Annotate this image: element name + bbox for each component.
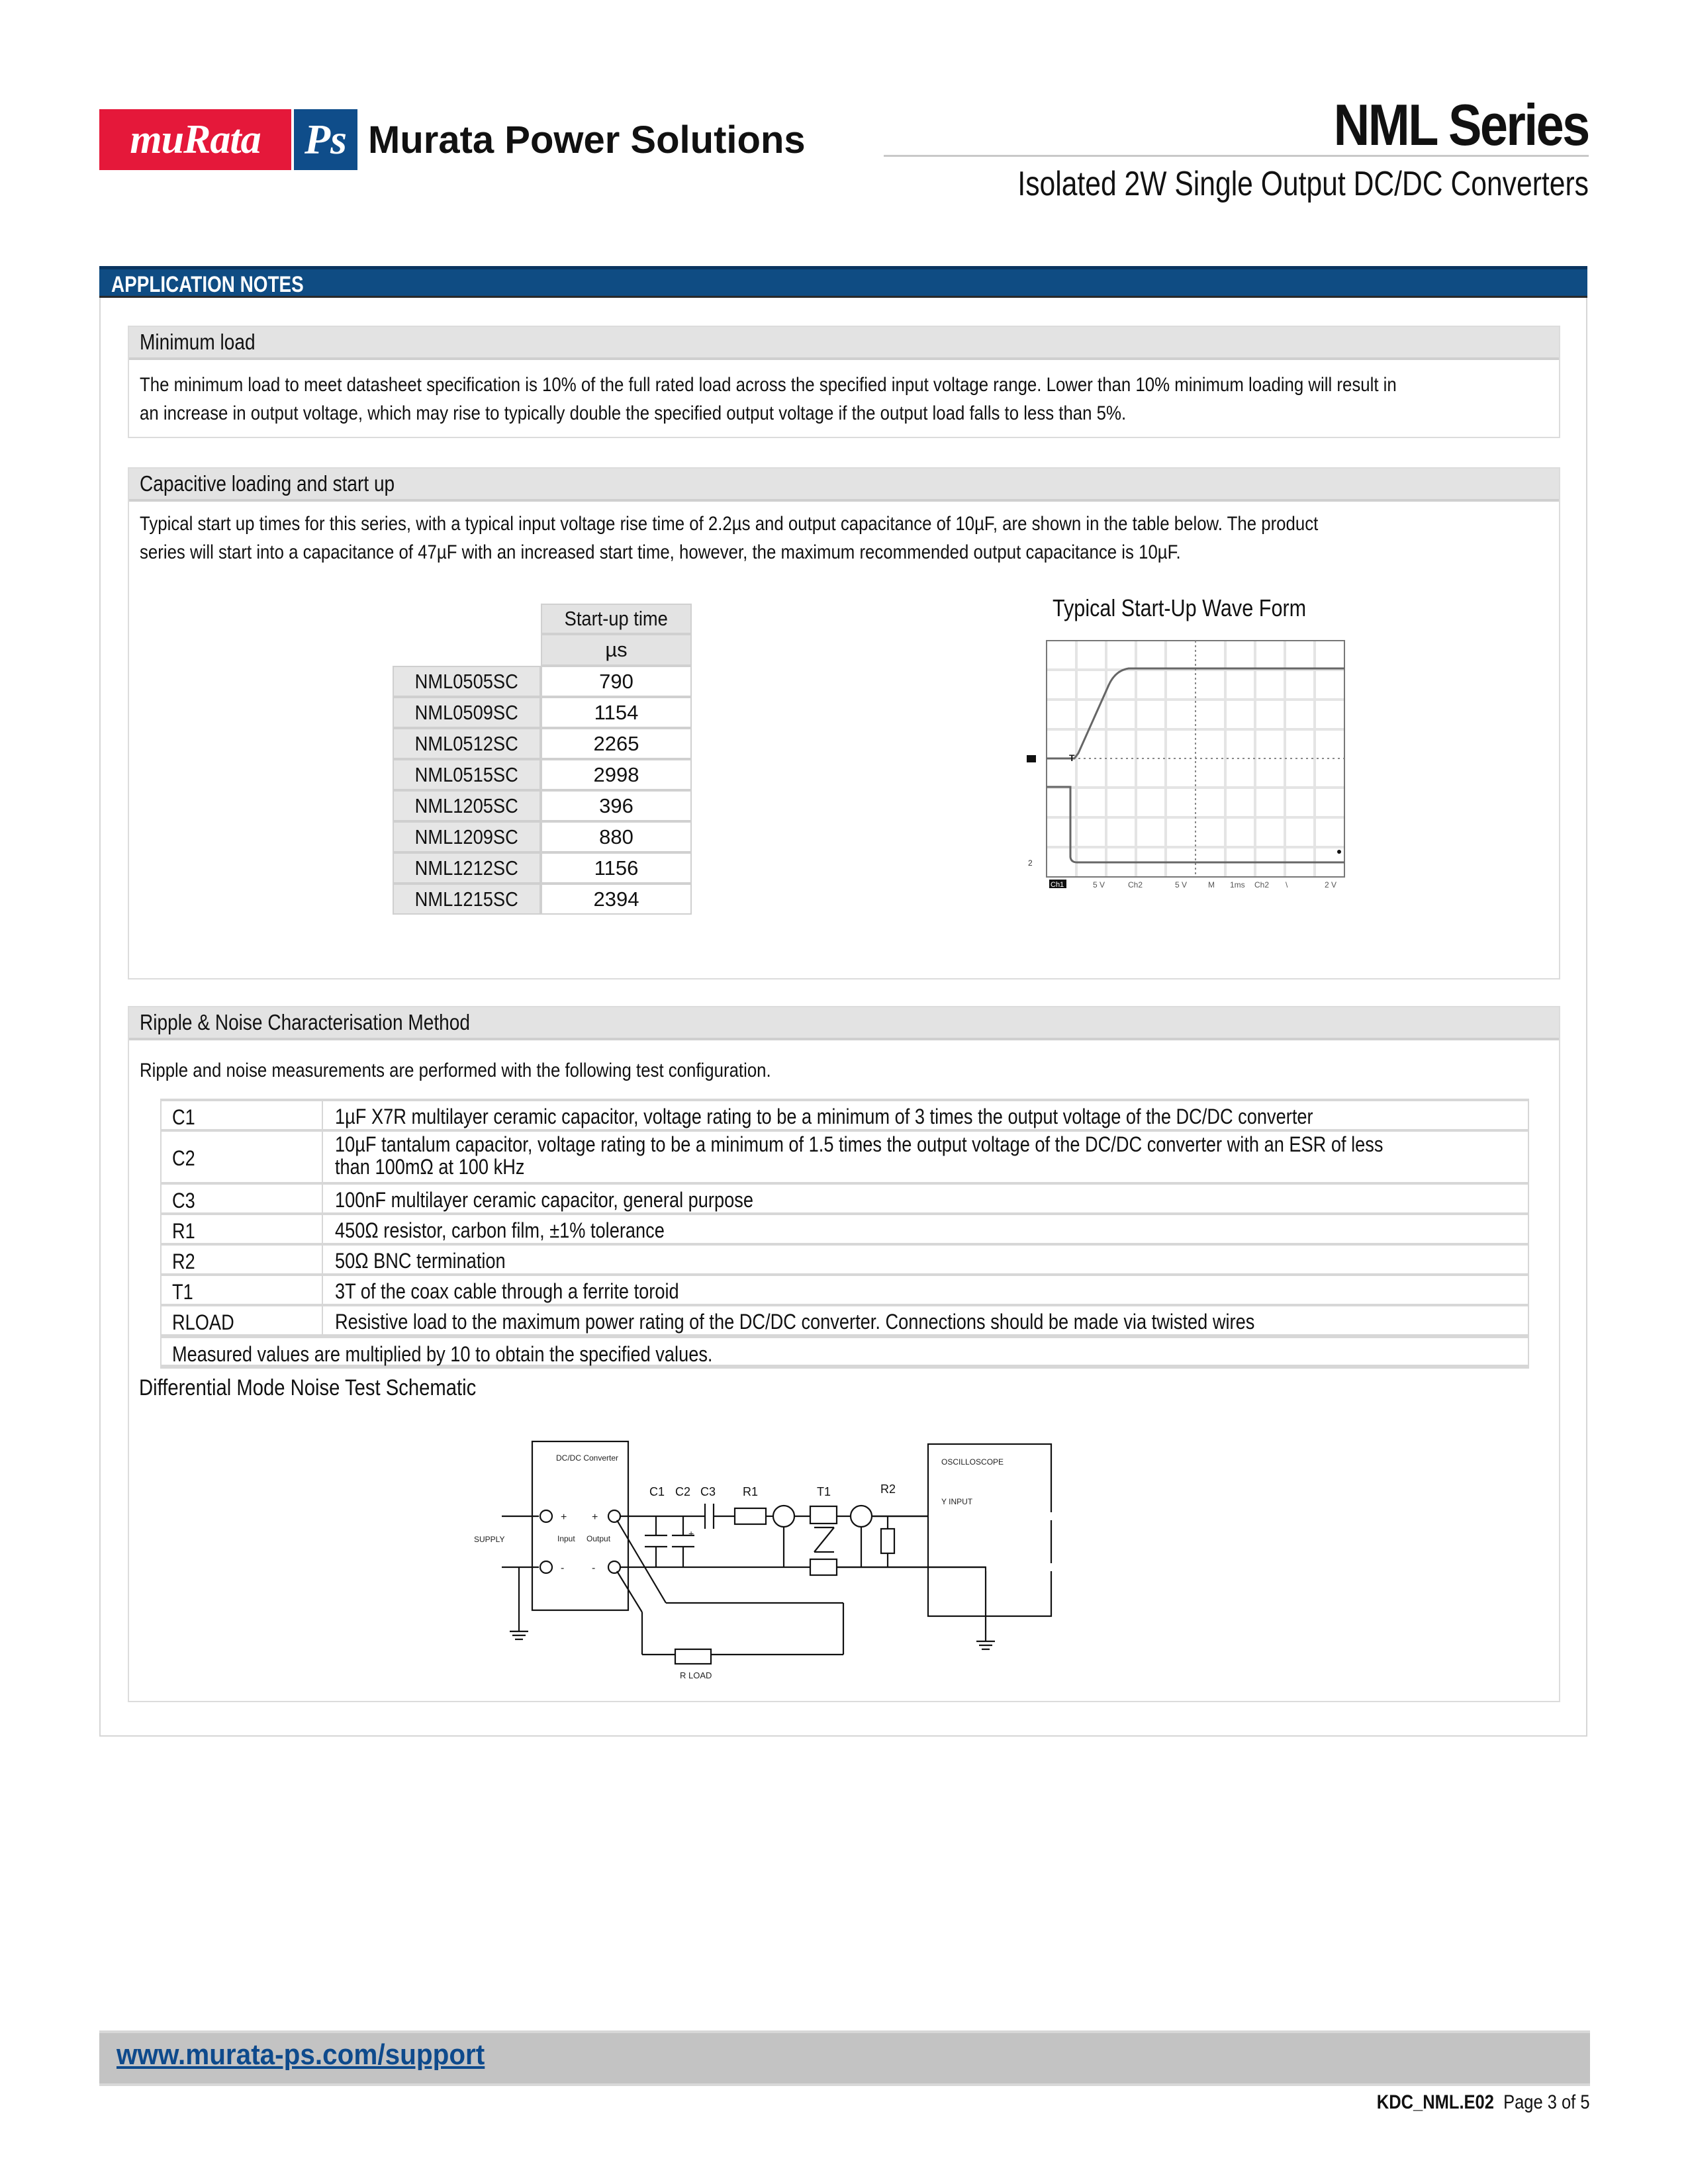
component-row <box>160 1304 1529 1336</box>
section-title: APPLICATION NOTES <box>111 272 304 297</box>
component-row <box>160 1243 1529 1275</box>
svg-text:2 V: 2 V <box>1325 880 1337 889</box>
document-subtitle: Isolated 2W Single Output DC/DC Converters <box>1017 165 1589 203</box>
ch1-marker <box>1027 755 1036 762</box>
table-row-value: 2998 <box>541 759 692 790</box>
svg-text:-: - <box>561 1563 565 1574</box>
table-row-model: NML1209SC <box>393 821 541 852</box>
component-ref: R2 <box>172 1250 195 1273</box>
table-row-model: NML0509SC <box>393 697 541 728</box>
page-number: Page 3 of 5 <box>1503 2091 1590 2113</box>
table-row-value: 1154 <box>541 697 692 728</box>
component-ref: R1 <box>172 1219 195 1243</box>
svg-text:M: M <box>1208 880 1215 889</box>
section-title-bar <box>99 266 1587 298</box>
svg-text:R LOAD: R LOAD <box>680 1670 712 1680</box>
component-ref: C2 <box>172 1146 195 1170</box>
table-row-model: NML0505SC <box>393 666 541 697</box>
svg-text:T: T <box>1069 752 1075 763</box>
table-row-value: 2265 <box>541 728 692 759</box>
startup-waveform-chart <box>1023 635 1354 893</box>
minimum-load-panel <box>128 326 1560 438</box>
document-code: KDC_NML.E02 <box>1377 2091 1495 2113</box>
minimum-load-text-line: The minimum load to meet datasheet specification is 10% of the full rated load across the specified input voltage range. Lower than 10% minimum loading will result in <box>140 374 1397 396</box>
svg-text:Ch1: Ch1 <box>1051 881 1064 889</box>
svg-text:T1: T1 <box>817 1485 831 1498</box>
component-ref: RLOAD <box>172 1310 234 1334</box>
minimum-load-heading: Minimum load <box>140 330 256 354</box>
svg-text:C3: C3 <box>700 1485 716 1498</box>
svg-text:Input: Input <box>557 1534 575 1543</box>
component-desc: 50Ω BNC termination <box>335 1249 506 1273</box>
table-row-model: NML0512SC <box>393 728 541 759</box>
minimum-load-text-line: an increase in output voltage, which may rise to typically double the specified output voltage if the output load falls to less than 5%. <box>140 402 1127 424</box>
capacitive-loading-heading: Capacitive loading and start up <box>140 471 395 496</box>
power-solutions-logo: Ps <box>294 109 357 170</box>
footnote-row <box>160 1336 1529 1369</box>
table-header-startup-time: Start-up time <box>541 604 692 634</box>
component-row <box>160 1129 1529 1183</box>
table-row-value: 790 <box>541 666 692 697</box>
svg-text:DC/DC Converter: DC/DC Converter <box>556 1453 619 1463</box>
panel-header <box>129 1007 1559 1040</box>
component-row <box>160 1099 1529 1130</box>
component-ref: C1 <box>172 1105 195 1129</box>
svg-text:C1: C1 <box>649 1485 665 1498</box>
support-link[interactable]: www.murata-ps.com/support <box>117 2038 485 2071</box>
component-row <box>160 1182 1529 1214</box>
table-row-value: 2394 <box>541 884 692 915</box>
svg-text:\: \ <box>1286 880 1288 889</box>
capacitive-loading-text-line: Typical start up times for this series, with a typical input voltage rise time of 2.2µs and output capacitance of 10µF, are shown in the table below. The product <box>140 513 1319 535</box>
measurement-footnote: Measured values are multiplied by 10 to obtain the specified values. <box>172 1342 713 1366</box>
table-row-model: NML0515SC <box>393 759 541 790</box>
panel-header <box>129 327 1559 360</box>
component-row <box>160 1273 1529 1305</box>
table-row-value: 1156 <box>541 852 692 884</box>
svg-text:-: - <box>592 1563 596 1574</box>
component-desc: than 100mΩ at 100 kHz <box>335 1155 525 1179</box>
ripple-noise-intro: Ripple and noise measurements are performed with the following test configuration. <box>140 1060 771 1081</box>
murata-logo: muRata <box>99 109 291 170</box>
svg-text:Y INPUT: Y INPUT <box>941 1497 973 1506</box>
component-row <box>160 1212 1529 1244</box>
noise-test-schematic <box>457 1430 1145 1701</box>
oscilloscope-box <box>928 1444 1051 1616</box>
svg-text:Ch2: Ch2 <box>1128 880 1143 889</box>
component-ref: T1 <box>172 1280 193 1304</box>
svg-text:OSCILLOSCOPE: OSCILLOSCOPE <box>941 1457 1004 1467</box>
svg-text:Output: Output <box>586 1534 611 1543</box>
svg-text:5 V: 5 V <box>1093 880 1105 889</box>
component-desc: 3T of the coax cable through a ferrite toroid <box>335 1279 679 1303</box>
component-desc: 1µF X7R multilayer ceramic capacitor, voltage rating to be a minimum of 3 times the output voltage of the DC/DC converter <box>335 1105 1313 1128</box>
component-ref: C3 <box>172 1189 195 1212</box>
schematic-title: Differential Mode Noise Test Schematic <box>139 1375 477 1400</box>
brand-name: Murata Power Solutions <box>368 118 806 161</box>
svg-text:1ms: 1ms <box>1230 880 1245 889</box>
table-row-value: 396 <box>541 790 692 821</box>
component-desc: 450Ω resistor, carbon film, ±1% tolerance <box>335 1218 665 1242</box>
svg-text:C2: C2 <box>675 1485 691 1498</box>
ripple-noise-heading: Ripple & Noise Characterisation Method <box>140 1010 470 1034</box>
svg-text:5 V: 5 V <box>1175 880 1188 889</box>
page-info <box>1377 2091 1590 2114</box>
svg-text:SUPPLY: SUPPLY <box>474 1535 505 1544</box>
table-row-model: NML1205SC <box>393 790 541 821</box>
svg-text:R2: R2 <box>880 1482 896 1496</box>
svg-text:+: + <box>592 1512 598 1523</box>
svg-text:Ch2: Ch2 <box>1254 880 1270 889</box>
table-row-value: 880 <box>541 821 692 852</box>
waveform-title: Typical Start-Up Wave Form <box>1053 594 1307 621</box>
panel-header <box>129 469 1559 502</box>
dc-dc-converter-box <box>532 1441 628 1610</box>
svg-text:+: + <box>688 1528 694 1539</box>
capacitive-loading-text-line: series will start into a capacitance of 47µF with an increased start time, however, the maximum recommended output capacitance is 10µF. <box>140 541 1181 563</box>
output-voltage-trace <box>1047 668 1344 758</box>
component-desc: 10µF tantalum capacitor, voltage rating to be a minimum of 1.5 times the output voltage of the DC/DC converter with an ESR of less <box>335 1132 1383 1156</box>
svg-text:R1: R1 <box>743 1485 759 1498</box>
svg-text:2: 2 <box>1028 858 1033 868</box>
component-desc: Resistive load to the maximum power rating of the DC/DC converter. Connections should be made via twisted wires <box>335 1310 1255 1334</box>
table-header-unit: µs <box>541 634 692 666</box>
component-desc: 100nF multilayer ceramic capacitor, general purpose <box>335 1188 753 1212</box>
svg-text:+: + <box>561 1512 567 1523</box>
series-title: NML Series <box>1333 92 1589 158</box>
table-row-model: NML1215SC <box>393 884 541 915</box>
table-row-model: NML1212SC <box>393 852 541 884</box>
